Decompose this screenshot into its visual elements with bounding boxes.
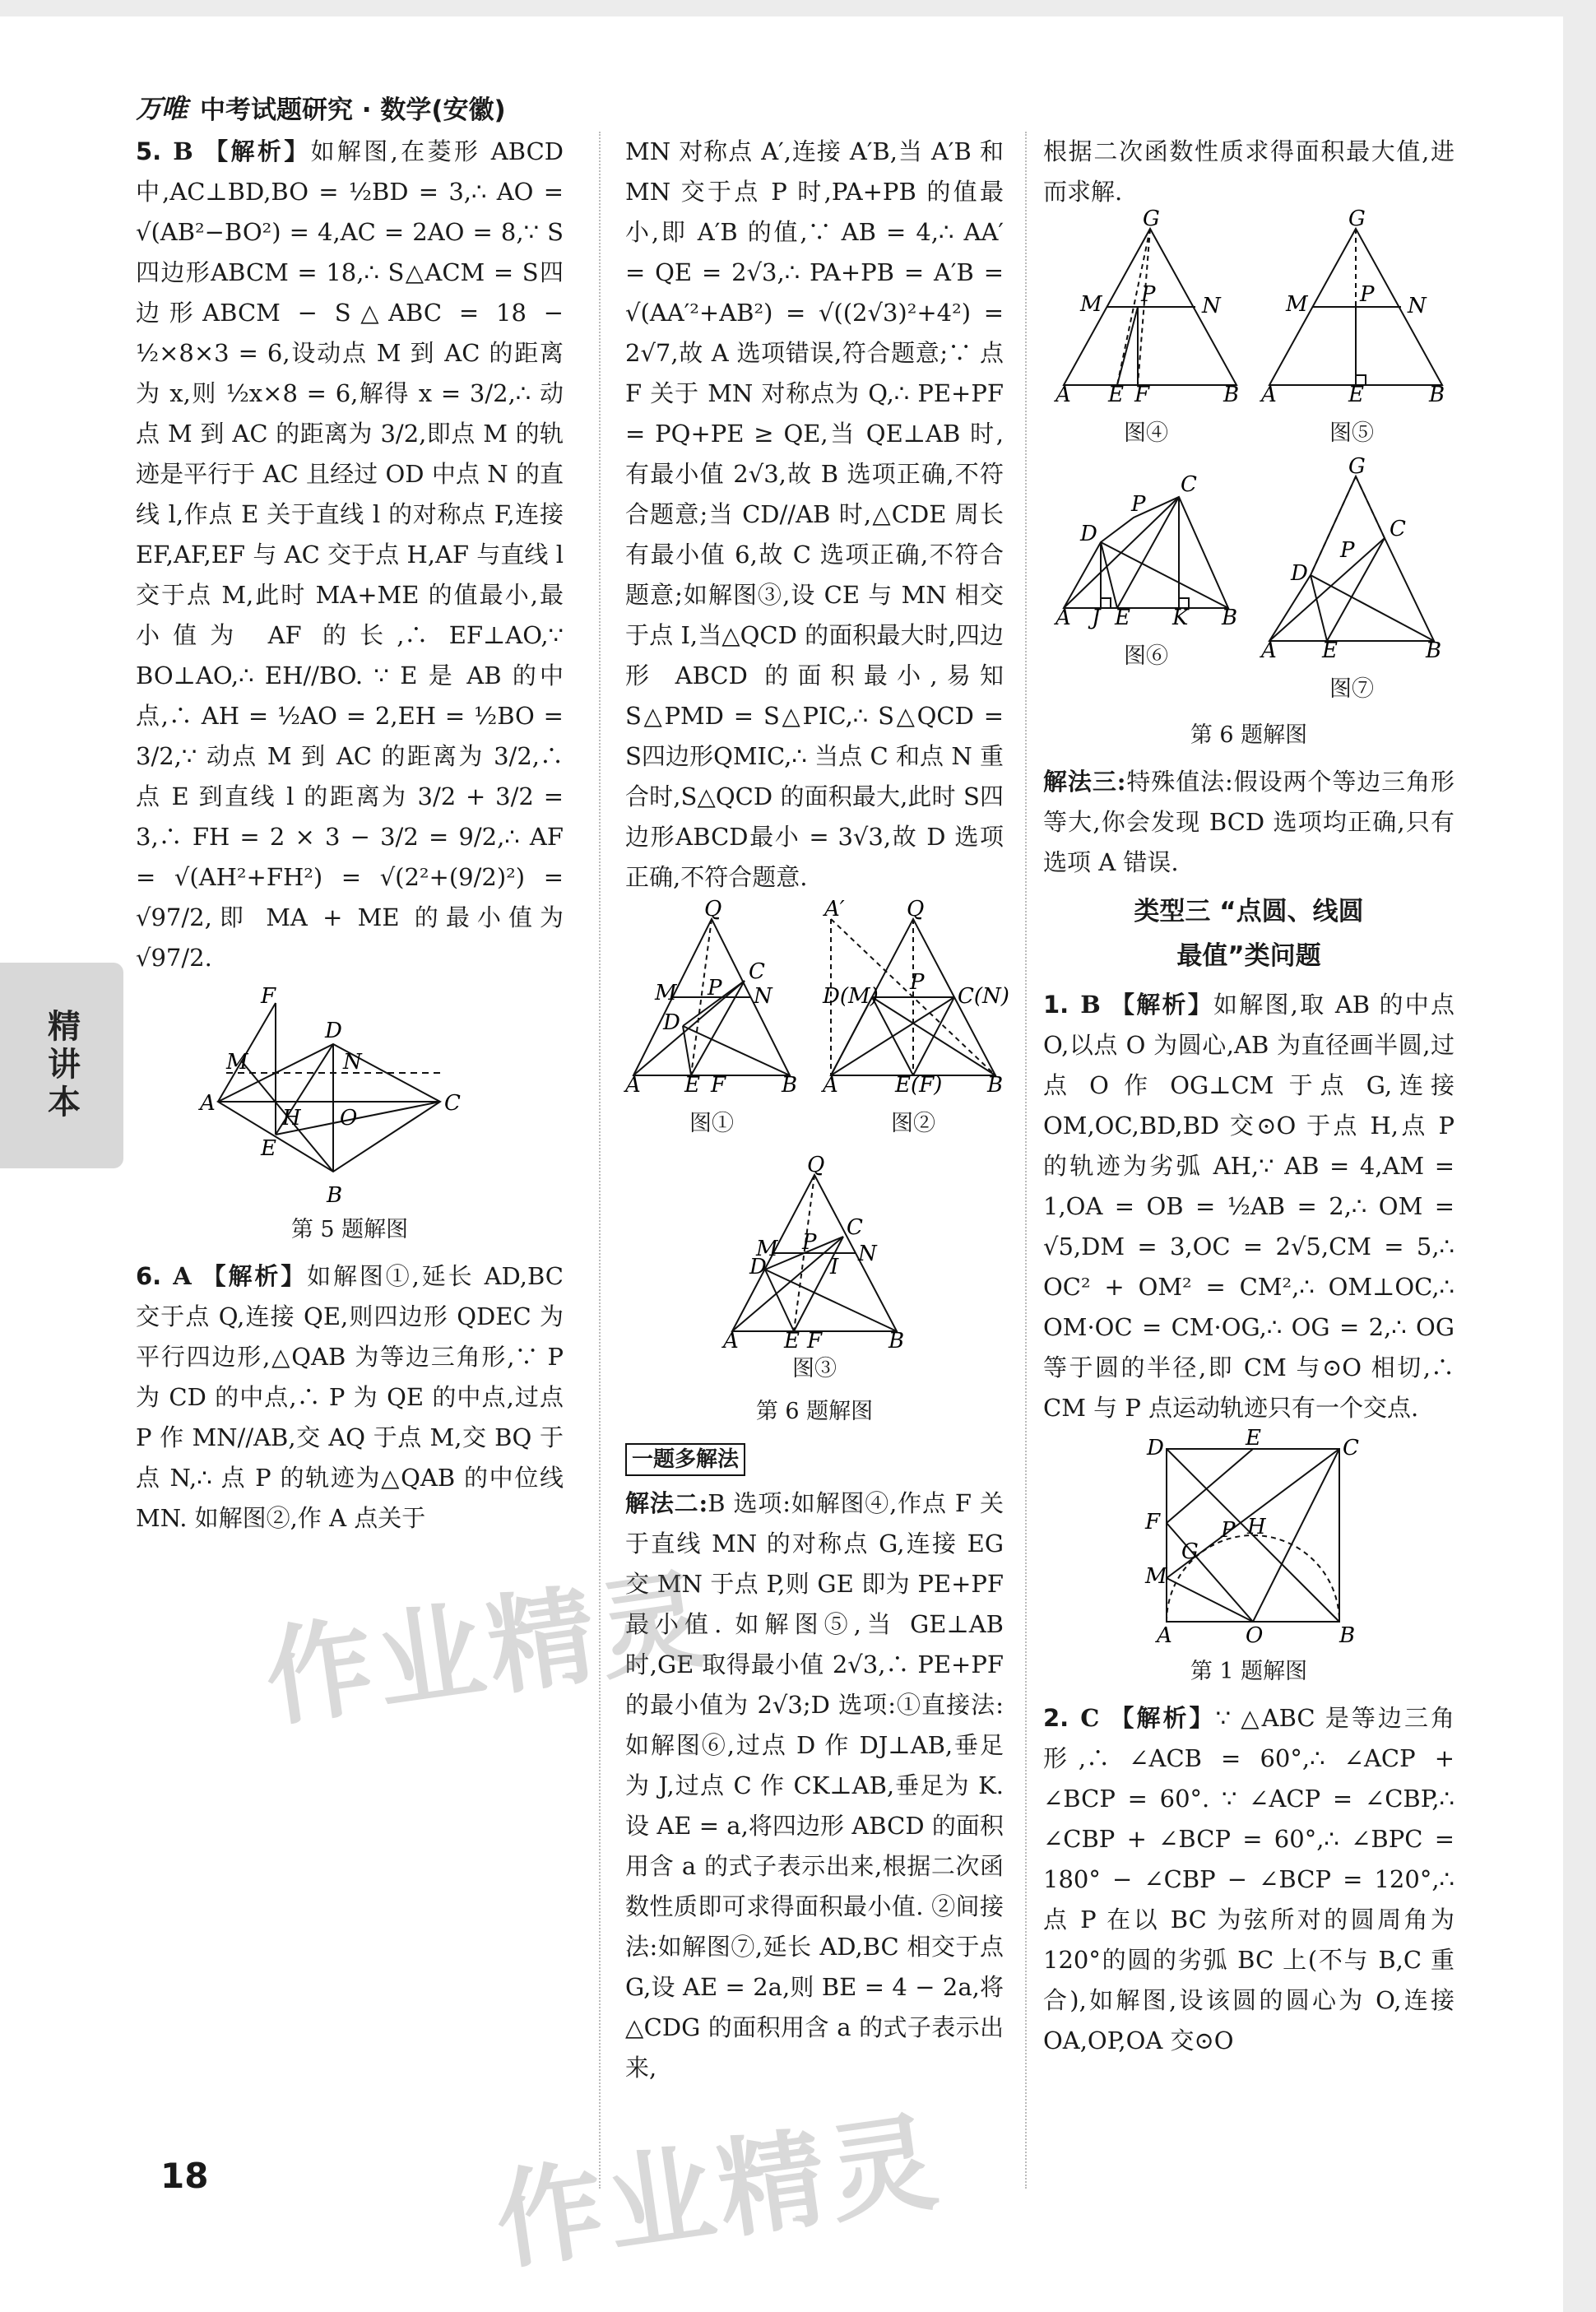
svg-text:E: E [1115, 606, 1130, 630]
svg-text:P: P [1221, 1518, 1236, 1543]
figure-5-caption: 图⑤ [1329, 420, 1374, 446]
page-number: 18 [160, 2156, 209, 2196]
watermark-2: 作业精灵 [488, 2098, 949, 2286]
svg-text:Q: Q [807, 1153, 825, 1177]
svg-text:F: F [711, 1073, 726, 1098]
svg-text:B: B [1426, 638, 1442, 663]
svg-text:E: E [1108, 383, 1124, 407]
side-tab [0, 963, 123, 1168]
svg-text:P: P [1340, 538, 1355, 563]
q5-number: 5. [136, 137, 162, 165]
svg-text:B: B [888, 1329, 905, 1353]
svg-text:N: N [754, 984, 772, 1009]
q6-answer-lead: A 【解析】 [173, 1262, 308, 1290]
svg-text:K: K [1172, 606, 1189, 630]
svg-text:D: D [663, 1010, 680, 1035]
multi-solution-title-wrap [625, 1438, 1004, 1479]
q5-figure-caption: 第 5 题解图 [290, 1217, 409, 1242]
svg-text:G: G [1143, 207, 1160, 231]
method-2-lead: 解法二: [625, 1489, 708, 1517]
section-title-line-1: 类型三 “点圆、线圆 [1134, 897, 1364, 926]
figure-q6-7 [1261, 454, 1442, 663]
column-divider-1 [599, 132, 601, 2189]
svg-text:P: P [1360, 282, 1375, 307]
page-header [136, 82, 794, 132]
figure-q6-3 [720, 1153, 909, 1353]
figure-1-caption: 图① [689, 1111, 734, 1136]
figure-2-caption: 图② [891, 1111, 935, 1136]
q6-figures-caption: 第 6 题解图 [755, 1399, 874, 1424]
svg-text:E: E [261, 1136, 276, 1161]
watermark-1: 作业精灵 [257, 1555, 719, 1743]
svg-text:H: H [1247, 1515, 1266, 1539]
figure-q6-1 [625, 897, 798, 1098]
svg-text:M: M [1286, 292, 1308, 317]
svg-text:C: C [749, 959, 765, 984]
q5-paragraph [136, 132, 564, 978]
svg-text:E: E [1348, 383, 1364, 407]
svg-text:E: E [1322, 638, 1338, 663]
svg-text:H: H [282, 1106, 301, 1130]
svg-text:N: N [858, 1242, 877, 1266]
figure-6-wrap [1055, 460, 1236, 716]
svg-text:C: C [847, 1215, 863, 1240]
figure-q6-6 [1055, 460, 1238, 630]
figure-6-caption: 图⑥ [1124, 643, 1168, 669]
side-tab-label: 精讲本 [42, 1009, 81, 1122]
header-title: 中考试题研究 · 数学(安徽) [200, 95, 506, 125]
svg-text:C: C [1181, 472, 1197, 497]
svg-text:B: B [987, 1073, 1004, 1098]
svg-text:E: E [784, 1329, 800, 1353]
column-3 [1043, 132, 1454, 2061]
svg-text:N: N [1408, 294, 1427, 318]
svg-text:O: O [340, 1106, 358, 1130]
q1-answer-lead: B 【解析】 [1080, 991, 1213, 1019]
column-2 [625, 132, 1009, 2088]
svg-text:B: B [1222, 606, 1238, 630]
method-3-text: 特殊值法:假设两个等边三角形等大,你会发现 BCD 选项均正确,只有选项 A 错误. [1043, 768, 1454, 876]
svg-text:P: P [910, 970, 925, 995]
column-1 [136, 132, 564, 1539]
svg-text:A′: A′ [824, 897, 845, 922]
q6-text: 如解图①,延长 AD,BC 交于点 Q,连接 QE,则四边形 QDEC 为平行四边形,△QAB 为等边三角形,∵ P 为 CD 的中点,∴ P 为 QE 的中点,过点 P 作 MN//AB,交 AQ 于点 M,交 BQ 于点 N,∴ 点 P 的轨迹为△QAB 的中位线 MN. 如解图②,作 A 点关于 [136, 1262, 564, 1532]
column-divider-2 [1025, 132, 1027, 2189]
svg-text:G: G [1181, 1539, 1199, 1564]
q6-paragraph [136, 1256, 564, 1539]
svg-text:D: D [1147, 1436, 1164, 1460]
svg-text:O: O [1246, 1623, 1264, 1648]
method-2-text: B 选项:如解图④,作点 F 关于直线 MN 的对称点 G,连接 EG 交 MN 于点 P,则 GE 即为 PE+PF 最小值. 如解图⑤,当 GE⊥AB 时,GE 取得最小值 2√3,∴ PE+PF 的最小值为 2√3;D 选项:①直接法:如解图⑥,过点 D 作 DJ⊥AB,垂足为 J,过点 C 作 CK⊥AB,垂足为 K. 设 AE = a,将四边形 ABCD 的面积用含 a 的式子表示出来,根据二次函数性质即可求得面积最小值. ②间接法:如解图⑦,延长 AD,BC 相交于点 G,设 AE = 2a,则 BE = 4 − 2a,将△CDG 的面积用含 a 的式子表示出来, [625, 1489, 1004, 2082]
svg-text:P: P [1141, 282, 1156, 307]
q1-text: 如解图,取 AB 的中点 O,以点 O 为圆心,AB 为直径画半圆,过点 O 作 OG⊥CM 于点 G,连接 OM,OC,BD,BD 交⊙O 于点 H,点 P 的轨迹为劣弧 AH,∵ AB = 4,AM = 1,OA = OB = ½AB = 2,∴ OM = √5,DM = 3,OC = 2√5,CM = 5,∴ OC² + OM² = CM²,∴ OM⊥OC,∴ OM·OC = CM·OG,∴ OG = 2,∴ OG 等于圆的半径,即 CM 与⊙O 相切,∴ CM 与 P 点运动轨迹只有一个交点. [1043, 991, 1454, 1422]
svg-text:G: G [1348, 454, 1366, 479]
svg-text:M: M [1080, 292, 1102, 317]
svg-text:P: P [708, 976, 722, 1000]
figure-5-wrap [1261, 207, 1445, 460]
q5-answer-lead: B 【解析】 [173, 137, 311, 165]
figure-q1-square [1142, 1426, 1359, 1650]
svg-text:D(M): D(M) [823, 984, 879, 1009]
q6-continued-text: MN 对称点 A′,连接 A′B,当 A′B 和 MN 交于点 P 时,PA+PB 的值最小,即 A′B 的值,∵ AB = 4,∴ AA′ = QE = 2√3,∴ PA+PB = A′B = √(AA′²+AB²) = √((2√3)²+4²) = 2√7,故 A 选项错误,符合题意;∵ 点 F 关于 MN 对称点为 Q,∴ PE+PF = PQ+PE ≥ QE,当 QE⊥AB 时,有最小值 2√3,故 B 选项正确,不符合题意;当 CD//AB 时,△CDE 周长有最小值 6,故 C 选项正确,不符合题意;如解图③,设 CE 与 MN 相交于点 I,当△QCD 的面积最大时,四边形 ABCD 的面积最小,易知 S△PMD = S△PIC,∴ S△QCD = S四边形QMIC,∴ 当点 C 和点 N 重合时,S△QCD 的面积最大,此时 S四边形ABCD最小 = 3√3,故 D 选项正确,不符合题意. [625, 137, 1004, 891]
svg-text:M: M [756, 1237, 778, 1261]
svg-text:P: P [802, 1230, 817, 1255]
svg-text:A: A [1055, 383, 1071, 407]
figure-2-wrap [823, 897, 1009, 1150]
svg-text:M: M [226, 1050, 248, 1075]
svg-text:B: B [327, 1183, 343, 1208]
svg-text:A: A [823, 1073, 838, 1098]
figures-row-4-5 [1043, 207, 1454, 460]
method-3-lead: 解法三: [1043, 768, 1126, 796]
svg-text:I: I [830, 1255, 839, 1279]
figure-3-caption: 图③ [792, 1356, 837, 1381]
svg-text:C: C [444, 1091, 461, 1116]
svg-text:G: G [1348, 207, 1366, 231]
svg-text:B: B [782, 1073, 798, 1098]
svg-text:F: F [261, 984, 276, 1009]
svg-text:E: E [684, 1073, 700, 1098]
figure-q5-rhombus [193, 984, 506, 1209]
svg-text:D: D [1291, 561, 1308, 586]
svg-text:C: C [1390, 517, 1406, 541]
svg-text:N: N [1202, 294, 1221, 318]
figure-4-caption: 图④ [1124, 420, 1168, 446]
svg-text:E: E [1246, 1426, 1261, 1451]
svg-text:A: A [1055, 606, 1071, 630]
svg-text:D: D [749, 1255, 767, 1279]
svg-text:A: A [200, 1091, 216, 1116]
svg-text:C: C [1343, 1436, 1359, 1460]
svg-text:M: M [655, 981, 677, 1005]
svg-text:D: D [1080, 522, 1097, 546]
svg-text:B: B [1223, 383, 1240, 407]
svg-text:A: A [1157, 1623, 1172, 1648]
q2-paragraph [1043, 1698, 1454, 2061]
svg-text:Q: Q [704, 897, 722, 922]
figure-q6-4 [1055, 207, 1240, 407]
q2-number: 2. [1043, 1704, 1069, 1732]
q5-text: 如解图,在菱形 ABCD 中,AC⊥BD,BO = ½BD = 3,∴ AO = √(AB²−BO²) = 4,AC = 2AO = 8,∵ S四边形ABCM = 18,∴ S△ACM = S四边形ABCM − S△ABC = 18 − ½×8×3 = 6,设动点 M 到 AC 的距离为 x,则 ½x×8 = 6,解得 x = 3/2,∴ 动点 M 到 AC 的距离为 3/2,即点 M 的轨迹是平行于 AC 且经过 OD 中点 N 的直线 l,作点 E 关于直线 l 的对称点 F,连接 EF,AF,EF 与 AC 交于点 H,AF 与直线 l 交于点 M,此时 MA+ME 的值最小,最小值为 AF 的长,∴ EF⊥AO,∵ BO⊥AO,∴ EH//BO. ∵ E 是 AB 的中点,∴ AH = ½AO = 2,EH = ½BO = 3/2,∵ 动点 M 到 AC 的距离为 3/2,∴ 点 E 到直线 l 的距离为 3/2 + 3/2 = 3,∴ FH = 2 × 3 − 3/2 = 9/2,∴ AF = √(AH²+FH²) = √(2²+(9/2)²) = √97/2,即 MA + ME 的最小值为 √97/2. [136, 137, 564, 972]
q2-answer-lead: C 【解析】 [1080, 1704, 1216, 1732]
figure-7-wrap [1261, 454, 1442, 716]
figure-q6-2 [823, 897, 1009, 1098]
svg-text:A: A [625, 1073, 641, 1098]
svg-text:N: N [343, 1050, 362, 1075]
figure-7-caption: 图⑦ [1329, 676, 1374, 702]
figure-q6-5 [1261, 207, 1445, 407]
svg-text:E(F): E(F) [895, 1073, 943, 1098]
svg-text:F: F [1145, 1510, 1161, 1534]
q6-number: 6. [136, 1262, 162, 1290]
multi-solution-title: 一题多解法 [625, 1443, 745, 1476]
svg-text:B: B [1339, 1623, 1356, 1648]
q1-figure-caption: 第 1 题解图 [1190, 1659, 1308, 1684]
figure-1-wrap [625, 897, 798, 1150]
figures-row-1-2 [625, 897, 1009, 1150]
svg-text:A: A [1261, 638, 1277, 663]
q2-text: ∵ △ABC 是等边三角形,∴ ∠ACB = 60°,∴ ∠ACP + ∠BCP = 60°. ∵ ∠ACP = ∠CBP,∴ ∠CBP + ∠BCP = 60°,∴ ∠BPC = 180° − ∠CBP − ∠BCP = 120°,∴ 点 P 在以 BC 为弦所对的圆周角为 120°的圆的劣弧 BC 上(不与 B,C 重合),如解图,设该圆的圆心为 O,连接 OA,OP,OA 交⊙O [1043, 1704, 1455, 2054]
method-2-continued-text: 根据二次函数性质求得面积最大值,进而求解. [1043, 137, 1454, 206]
brand-logo: 万唯 [136, 93, 188, 124]
svg-text:F: F [807, 1329, 823, 1353]
svg-text:J: J [1092, 606, 1101, 630]
svg-text:A: A [1261, 383, 1277, 407]
q1-paragraph [1043, 985, 1454, 1428]
svg-text:F: F [1134, 383, 1150, 407]
section-title-line-2: 最值”类问题 [1176, 941, 1321, 971]
q6-figures-caption-2: 第 6 题解图 [1190, 722, 1308, 748]
svg-text:B: B [1429, 383, 1445, 407]
q1-number: 1. [1043, 991, 1069, 1019]
svg-text:A: A [723, 1329, 739, 1353]
figures-row-6-7 [1043, 454, 1454, 716]
svg-text:M: M [1145, 1564, 1167, 1589]
method-3-paragraph [1043, 762, 1454, 883]
svg-text:D: D [325, 1019, 342, 1043]
svg-text:Q: Q [907, 897, 925, 922]
figure-4-wrap [1055, 207, 1240, 460]
svg-text:P: P [1131, 492, 1146, 517]
svg-text:C(N): C(N) [958, 984, 1009, 1009]
